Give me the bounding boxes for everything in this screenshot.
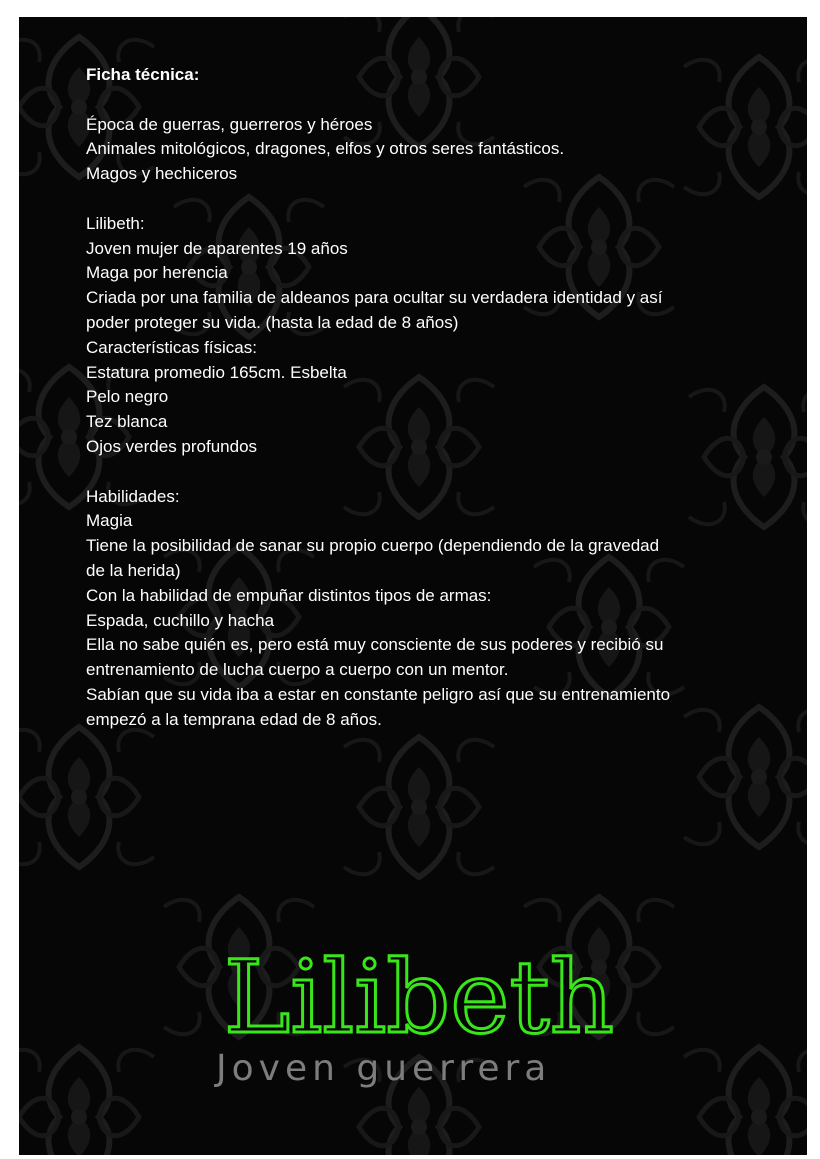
ability-line: Ella no sabe quién es, pero está muy consciente de sus poderes y recibió su bbox=[86, 635, 664, 655]
character-line: Maga por herencia bbox=[86, 263, 228, 283]
ability-line: entrenamiento de lucha cuerpo a cuerpo con un mentor. bbox=[86, 660, 509, 680]
title-name: Lilibeth bbox=[223, 939, 615, 1052]
ability-line: de la herida) bbox=[86, 560, 181, 580]
character-line: poder proteger su vida. (hasta la edad de 8 años) bbox=[86, 312, 459, 332]
setting-line: Época de guerras, guerreros y héroes bbox=[86, 114, 373, 134]
ability-line: Con la habilidad de empuñar distintos tipos de armas: bbox=[86, 585, 492, 605]
title-logo bbox=[209, 932, 629, 1052]
ability-line: Espada, cuchillo y hacha bbox=[86, 610, 275, 630]
ability-line: Sabían que su vida iba a estar en constante peligro así que su entrenamiento bbox=[86, 684, 671, 704]
ability-line: Tiene la posibilidad de sanar su propio cuerpo (dependiendo de la gravedad bbox=[86, 536, 660, 556]
character-heading: Lilibeth: bbox=[86, 213, 145, 233]
character-line: Joven mujer de aparentes 19 años bbox=[86, 238, 348, 258]
abilities-heading: Habilidades: bbox=[86, 486, 180, 506]
ability-line: Magia bbox=[86, 511, 133, 531]
sheet-heading: Ficha técnica: bbox=[86, 65, 200, 84]
ability-line: empezó a la temprana edad de 8 años. bbox=[86, 709, 382, 729]
character-line: Pelo negro bbox=[86, 387, 169, 407]
title-subtitle: Joven guerrera bbox=[216, 1048, 552, 1089]
setting-line: Animales mitológicos, dragones, elfos y otros seres fantásticos. bbox=[86, 139, 565, 159]
character-line: Ojos verdes profundos bbox=[86, 436, 258, 456]
character-line: Tez blanca bbox=[86, 412, 168, 432]
character-sheet bbox=[19, 17, 807, 1155]
character-description bbox=[86, 63, 736, 733]
character-line: Criada por una familia de aldeanos para ocultar su verdadera identidad y así bbox=[86, 288, 663, 308]
character-line: Estatura promedio 165cm. Esbelta bbox=[86, 362, 347, 382]
character-line: Características físicas: bbox=[86, 337, 257, 357]
setting-line: Magos y hechiceros bbox=[86, 164, 238, 184]
